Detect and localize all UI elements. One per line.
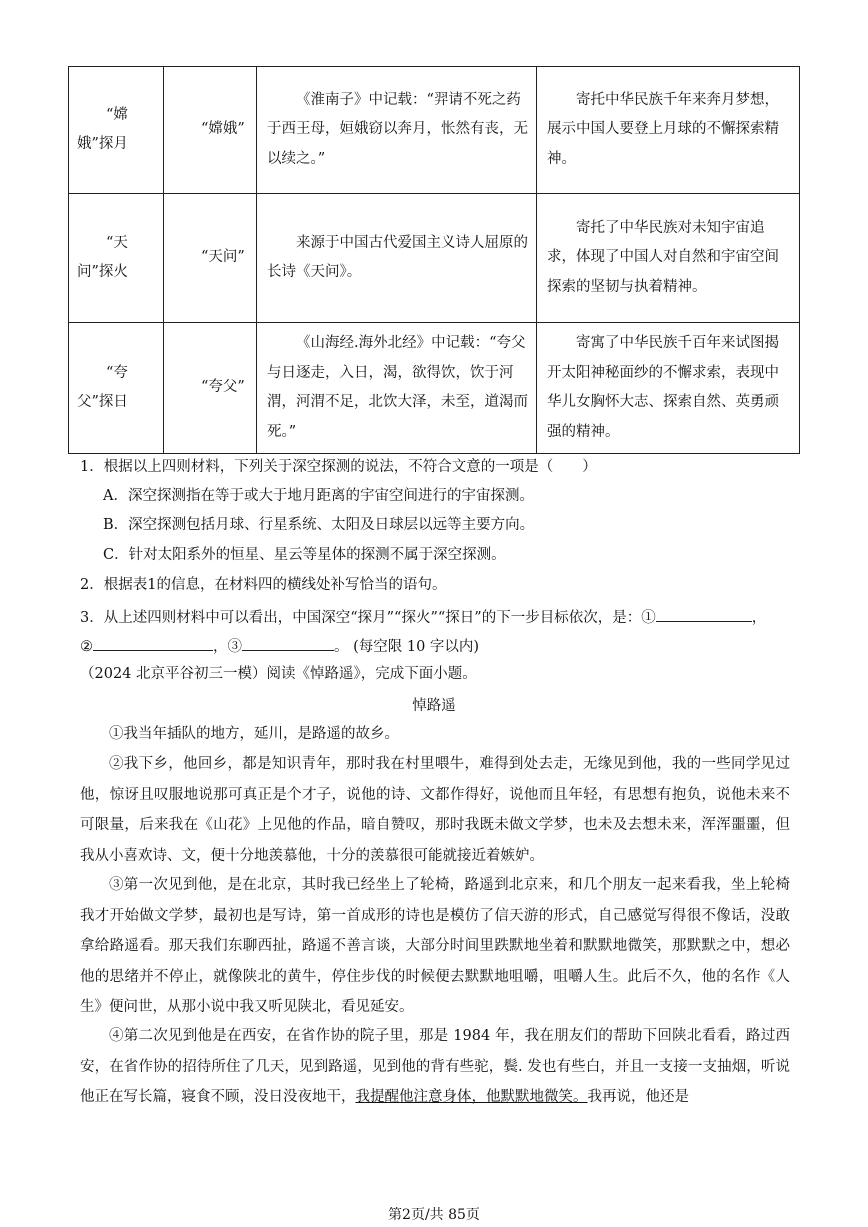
table-row xyxy=(69,67,800,194)
question-3-text: 3．从上述四则材料中可以看出，中国深空“探月”“探火”“探日”的下一步目标依次，是：① xyxy=(80,610,656,626)
table-cell-source: 来源于中国古代爱国主义诗人屈原的长诗《天问》。 xyxy=(267,234,528,280)
question-3-line-2 xyxy=(80,634,479,657)
table-cell-mission: “嫦娥”探月 xyxy=(77,106,128,152)
table-cell-source: 《淮南子》中记载：“羿请不死之药于西王母，姮娥窃以奔月，怅然有丧，无以续之。” xyxy=(267,91,528,167)
question-1: 1．根据以上四则材料，下列关于深空探测的说法，不符合文意的一项是（ ） xyxy=(80,459,597,475)
table-cell-name: “天问” xyxy=(201,249,245,266)
question-2: 2．根据表1的信息，在材料四的横线处补写恰当的语句。 xyxy=(80,577,447,593)
table-row xyxy=(69,194,800,323)
question-3 xyxy=(80,605,766,628)
table-cell-source: 《山海经.海外北经》中记载：“夸父与日逐走，入日，渴，欲得饮，饮于河渭，河渭不足，北饮大泽，未至，道渴而死。” xyxy=(267,335,528,440)
table-cell-mission: “天问”探火 xyxy=(77,234,128,280)
paragraph-4-text: ④第二次见到他是在西安，在省作协的院子里，那是 1984 年，我在朋友们的帮助下回陕北看看，路过西安，在省作协的招待所住了几天，见到路遥，见到他的背有些驼，鬓. 发也有些白，并且一支接一支抽烟，听说他正在写长篇，寝食不顾，没日没夜地干， xyxy=(80,1028,790,1105)
paragraph-2: ②我下乡，他回乡，都是知识青年，那时我在村里喂牛，难得到处去走，无缘见到他，我的一些同学见过他，惊讶且叹服地说那可真正是个才子，说他的诗、文都作得好，说他而且年轻，有思想有抱负，说他未来不可限量，后来我在《山花》上见他的作品，暗自赞叹，那时我既未做文学梦，也未及去想未来，浑浑噩噩，但我从小喜欢诗、文，便十分地羡慕他，十分的羡慕很可能就接近着嫉妒。 xyxy=(80,756,790,864)
table-cell-meaning: 寄托中华民族千年来奔月梦想，展示中国人要登上月球的不懈探索精神。 xyxy=(547,91,779,167)
reading-intro: （2024 北京平谷初三一模）阅读《悼路遥》，完成下面小题。 xyxy=(80,666,477,682)
question-1-option-a: A．深空探测指在等于或大于地月距离的宇宙空间进行的宇宙探测。 xyxy=(103,488,534,504)
question-1-option-b: B．深空探测包括月球、行星系统、太阳及日球层以远等主要方向。 xyxy=(103,517,535,533)
answer-blank-2[interactable] xyxy=(93,634,213,651)
info-table xyxy=(68,66,800,454)
table-cell-name: “嫦娥” xyxy=(201,121,245,138)
page-number: 第2页/共 85页 xyxy=(388,1207,480,1223)
table-cell-meaning: 寄托了中华民族对未知宇宙追求，体现了中国人对自然和宇宙空间探索的坚韧与执着精神。 xyxy=(547,219,779,295)
paragraph-4-tail: 我再说，他还是 xyxy=(587,1089,689,1105)
question-3-note: 。 (每空限 10 字以内) xyxy=(334,639,480,655)
question-3-mark-2: ② xyxy=(80,639,93,655)
paragraph-4 xyxy=(80,1021,790,1113)
answer-blank-1[interactable] xyxy=(656,605,752,622)
essay-title: 悼路遥 xyxy=(412,698,456,714)
underlined-sentence: 我提醒他注意身体，他默默地微笑。 xyxy=(355,1089,588,1105)
question-3-mark-3: ，③ xyxy=(213,639,242,655)
table-cell-meaning: 寄寓了中华民族千百年来试图揭开太阳神秘面纱的不懈求索，表现中华儿女胸怀大志、探索自然、英勇顽强的精神。 xyxy=(547,335,779,440)
table-cell-name: “夸父” xyxy=(201,379,245,396)
question-1-option-c: C．针对太阳系外的恒星、星云等星体的探测不属于深空探测。 xyxy=(103,547,506,563)
table-cell-mission: “夸父”探日 xyxy=(77,364,128,410)
question-3-comma: ， xyxy=(751,610,767,626)
paragraph-3: ③第一次见到他，是在北京，其时我已经坐上了轮椅，路遥到北京来，和几个朋友一起来看我，坐上轮椅我才开始做文学梦，最初也是写诗，第一首成形的诗也是模仿了信天游的形式，自己感觉写得很不像话，没敢拿给路遥看。那天我们东聊西扯，路遥不善言谈，大部分时间里跌默地坐着和默默地微笑，那默默之中，想必他的思绪并不停止，就像陕北的黄牛，停住步伐的时候便去默默地咀嚼，咀嚼人生。此后不久，他的名作《人生》便问世，从那小说中我又听见陕北，看见延安。 xyxy=(80,877,790,1015)
answer-blank-3[interactable] xyxy=(242,634,334,651)
table-row xyxy=(69,323,800,454)
paragraph-1: ①我当年插队的地方，延川，是路遥的故乡。 xyxy=(109,726,399,742)
